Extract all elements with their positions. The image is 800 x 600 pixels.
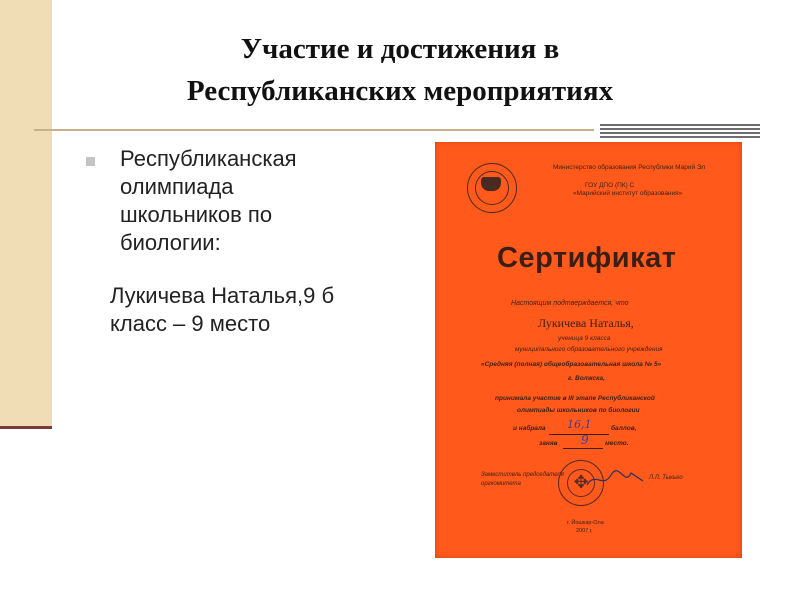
signature-icon (585, 467, 645, 491)
cert-participation-2: олимпиады школьников по биологии (517, 407, 640, 414)
score-underline (549, 434, 609, 435)
cert-city: г. Волжска, (568, 375, 605, 382)
cert-score-suffix: баллов, (611, 425, 637, 432)
cert-heading: Сертификат (497, 242, 677, 274)
result-line: класс – 9 место (110, 311, 271, 336)
cert-score-prefix: и набрала (513, 425, 546, 432)
cert-name: Лукичева Наталья, (538, 316, 634, 330)
cert-place-suffix: место. (605, 440, 629, 447)
cert-participation-1: принимала участие в III этапе Республиканской (495, 395, 655, 402)
result-text (110, 282, 430, 338)
cert-place-prefix: заняв (539, 440, 558, 447)
side-decor-line (0, 426, 52, 429)
cert-place-value: 9 (581, 433, 589, 447)
title-divider (34, 129, 594, 131)
cert-institute-2: «Марийский институт образования» (573, 190, 683, 197)
cert-student: ученица 9 класса (558, 335, 611, 342)
cert-year: 2007 г. (576, 528, 593, 534)
title-line-1: Участие и достижения в (240, 33, 560, 65)
cert-deputy-1: Заместитель председателя (481, 472, 564, 478)
cert-institute-1: ГОУ ДПО (ПК) С (585, 182, 635, 189)
divider-stripes (600, 124, 760, 140)
certificate-image (435, 142, 742, 558)
cert-score-value: 16,1 (567, 418, 592, 431)
bullet-text (120, 145, 420, 257)
cert-confirm: Настоящим подтверждается, что (511, 300, 629, 307)
bullet-marker (86, 157, 95, 166)
cert-school-name: «Средняя (полная) общеобразовательная школа № 5» (481, 361, 662, 368)
bullet-line: олимпиада (120, 174, 234, 199)
bullet-line: Республиканская (120, 146, 297, 171)
cert-ministry: Министерство образования Республики Марий Эл (553, 164, 706, 171)
cert-signer: Л.Л. Тыкьео (649, 475, 683, 481)
bullet-line: биологии: (120, 230, 221, 255)
cert-city-footer: г. Йошкар-Ола (567, 520, 604, 526)
cert-school-type: муниципального образовательного учреждения (515, 346, 663, 353)
title-line-2: Республиканских мероприятиях (186, 75, 614, 107)
institute-seal-icon (467, 163, 517, 213)
result-line: Лукичева Наталья,9 б (110, 283, 335, 308)
place-underline (563, 448, 603, 449)
cert-deputy-2: оргкомитета (481, 481, 521, 487)
state-seal-icon: ✥ (558, 460, 604, 506)
side-decor-bar (0, 0, 52, 428)
slide-title (60, 28, 740, 112)
bullet-line: школьников по (120, 202, 273, 227)
